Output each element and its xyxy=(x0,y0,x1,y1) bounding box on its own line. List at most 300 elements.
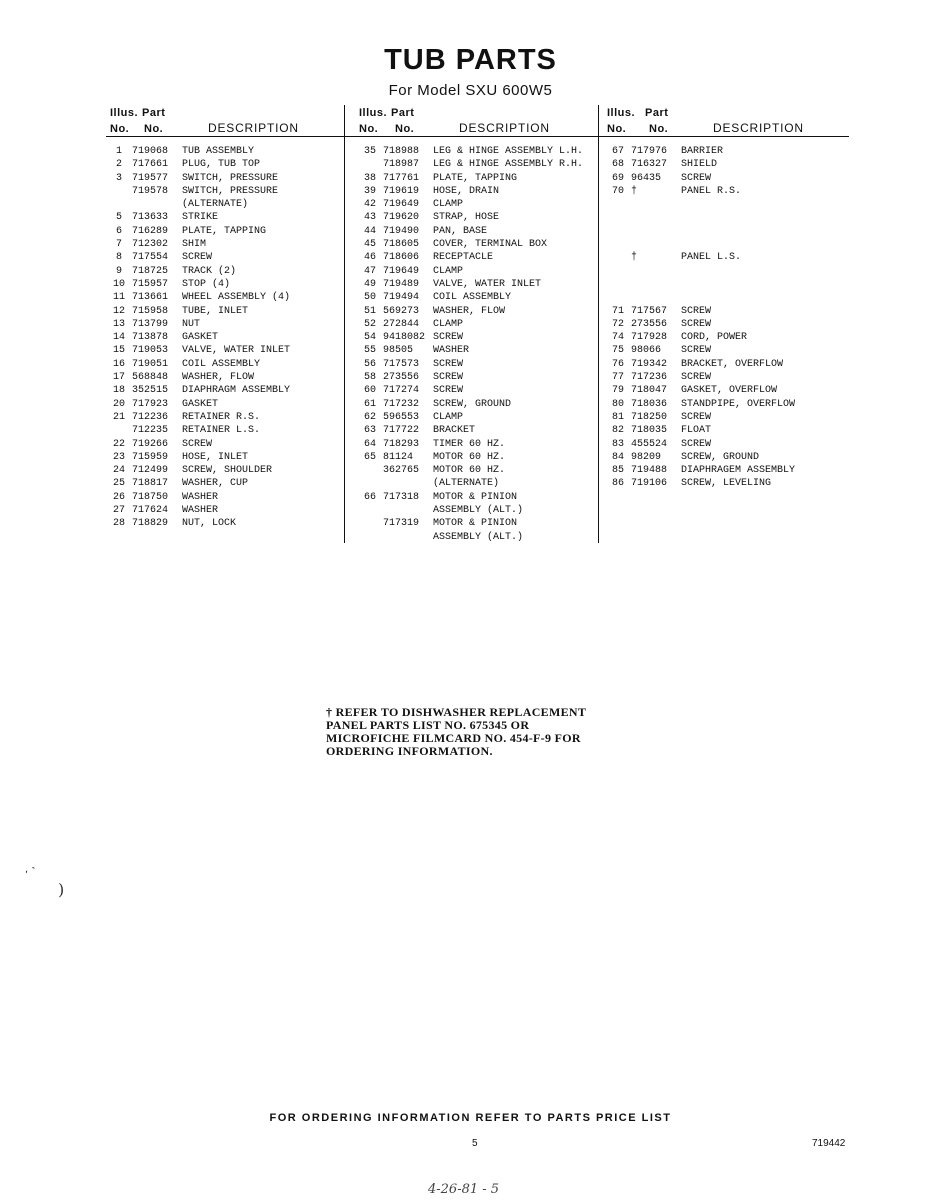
parts-row xyxy=(345,291,599,304)
illus-no: 60 xyxy=(363,385,376,397)
illus-no: 81 xyxy=(611,411,624,423)
parts-row xyxy=(106,384,346,397)
illus-no: 45 xyxy=(363,239,376,251)
part-no: 715959 xyxy=(132,451,169,463)
illus-no: 6 xyxy=(115,225,122,237)
illus-no: 55 xyxy=(363,345,376,357)
illus-no: 47 xyxy=(363,265,376,277)
parts-row xyxy=(345,491,599,504)
illus-no: 77 xyxy=(611,372,624,384)
illus-no: 56 xyxy=(363,358,376,370)
scan-mark: ) xyxy=(58,880,65,899)
parts-row xyxy=(599,331,849,344)
illus-no: 68 xyxy=(611,159,624,171)
illus-no: 10 xyxy=(112,278,125,290)
part-description: SCREW xyxy=(433,385,464,397)
part-description: MOTOR 60 HZ. xyxy=(433,451,506,463)
parts-row xyxy=(106,451,346,464)
part-description: STRAP, HOSE xyxy=(433,212,500,224)
illus-no: 15 xyxy=(112,345,125,357)
parts-row xyxy=(345,225,599,238)
part-no: 719053 xyxy=(132,345,169,357)
part-description: SCREW xyxy=(681,318,712,330)
illus-no: 52 xyxy=(363,318,376,330)
part-no: 455524 xyxy=(631,438,668,450)
part-description: SWITCH, PRESSURE xyxy=(182,172,279,184)
part-no: 717567 xyxy=(631,305,668,317)
part-no: 718988 xyxy=(383,146,420,157)
parts-row xyxy=(345,464,599,477)
part-no: 9418082 xyxy=(383,332,426,344)
part-description: SWITCH, PRESSURE xyxy=(182,185,279,197)
part-description: CLAMP xyxy=(433,265,464,277)
part-no: 717923 xyxy=(132,398,169,410)
part-description: PLATE, TAPPING xyxy=(433,172,518,184)
part-description: WASHER xyxy=(182,491,219,503)
parts-row xyxy=(106,145,346,158)
parts-row xyxy=(599,211,849,224)
part-description: MOTOR & PINION xyxy=(433,518,518,530)
part-no: 717554 xyxy=(132,252,169,264)
parts-row xyxy=(106,504,346,517)
illus-no: 18 xyxy=(112,385,125,397)
part-description: TIMER 60 HZ. xyxy=(433,438,506,450)
illus-no xyxy=(605,238,631,251)
part-no: 718606 xyxy=(383,252,420,264)
part-no xyxy=(631,211,681,224)
parts-row xyxy=(106,278,346,291)
part-no: 719490 xyxy=(383,225,420,237)
parts-row xyxy=(599,344,849,357)
parts-row xyxy=(345,477,599,490)
parts-row xyxy=(599,145,849,158)
illus-no: 11 xyxy=(112,292,125,304)
illus-no: 21 xyxy=(112,411,125,423)
parts-row xyxy=(345,251,599,264)
part-no xyxy=(631,291,681,304)
header-illus: Illus. xyxy=(607,107,636,119)
part-no: 717761 xyxy=(383,172,420,184)
part-description: COVER, TERMINAL BOX xyxy=(433,239,548,251)
part-no: 569273 xyxy=(383,305,420,317)
part-no: 719649 xyxy=(383,265,420,277)
part-description: PANEL R.S. xyxy=(681,185,742,197)
part-no: 716289 xyxy=(132,225,169,237)
part-description: WASHER, FLOW xyxy=(433,305,506,317)
part-no xyxy=(631,278,681,291)
part-no: 716327 xyxy=(631,159,668,171)
part-description: SCREW xyxy=(681,172,712,184)
part-description: SCREW xyxy=(433,372,464,384)
parts-row xyxy=(345,265,599,278)
illus-no: 44 xyxy=(363,225,376,237)
parts-row xyxy=(345,278,599,291)
parts-row xyxy=(345,238,599,251)
part-description: SCREW, SHOULDER xyxy=(182,465,273,477)
part-description: SCREW xyxy=(681,305,712,317)
parts-row xyxy=(106,198,346,211)
part-no: 81124 xyxy=(383,451,414,463)
part-no xyxy=(631,198,681,211)
parts-row xyxy=(106,185,346,198)
part-description: COIL ASSEMBLY xyxy=(433,292,512,304)
part-no: 718250 xyxy=(631,411,668,423)
parts-row xyxy=(106,318,346,331)
part-description: SCREW xyxy=(681,411,712,423)
part-description: CLAMP xyxy=(433,411,464,423)
illus-no: 27 xyxy=(112,505,125,517)
parts-row xyxy=(345,504,599,517)
illus-no xyxy=(106,198,132,211)
part-description xyxy=(681,211,849,224)
illus-no: 13 xyxy=(112,318,125,330)
parts-row xyxy=(599,318,849,331)
part-description: DIAPHRAGM ASSEMBLY xyxy=(182,385,291,397)
part-no: 98505 xyxy=(383,345,414,357)
part-description: WHEEL ASSEMBLY (4) xyxy=(182,292,291,304)
part-description xyxy=(681,265,849,278)
part-description: NUT xyxy=(182,318,201,330)
parts-row xyxy=(599,265,849,278)
illus-no: 16 xyxy=(112,358,125,370)
illus-no: 76 xyxy=(611,358,624,370)
part-no: 96435 xyxy=(631,172,662,184)
column-header xyxy=(106,105,346,137)
parts-row xyxy=(345,384,599,397)
parts-rows xyxy=(106,137,346,531)
part-description: FLOAT xyxy=(681,425,712,437)
part-description: RETAINER R.S. xyxy=(182,411,261,423)
illus-no: 3 xyxy=(115,172,122,184)
parts-row xyxy=(106,331,346,344)
part-description: SCREW, LEVELING xyxy=(681,478,772,490)
parts-row xyxy=(106,172,346,185)
illus-no xyxy=(605,291,631,304)
part-no: 719620 xyxy=(383,212,420,224)
part-no: 713878 xyxy=(132,332,169,344)
part-description: PAN, BASE xyxy=(433,225,488,237)
part-no: 718036 xyxy=(631,398,668,410)
part-no: 352515 xyxy=(132,385,169,397)
header-illus-no: No. xyxy=(607,123,627,135)
part-no: 717573 xyxy=(383,358,420,370)
column-header xyxy=(345,105,599,137)
illus-no xyxy=(605,211,631,224)
part-no: 719068 xyxy=(132,146,169,157)
illus-no: 24 xyxy=(112,465,125,477)
ordering-info: FOR ORDERING INFORMATION REFER TO PARTS PRICE LIST xyxy=(269,1112,672,1124)
part-no xyxy=(631,265,681,278)
part-no xyxy=(631,238,681,251)
parts-row xyxy=(106,251,346,264)
part-no: † xyxy=(631,252,638,264)
illus-no xyxy=(605,278,631,291)
part-no: 596553 xyxy=(383,411,420,423)
part-description: LEG & HINGE ASSEMBLY R.H. xyxy=(433,159,584,171)
parts-row xyxy=(345,438,599,451)
illus-no: 54 xyxy=(363,332,376,344)
part-no: 712499 xyxy=(132,465,169,477)
header-description: DESCRIPTION xyxy=(713,121,804,135)
part-no: 715957 xyxy=(132,278,169,290)
illus-no: 42 xyxy=(363,199,376,211)
part-no: 717624 xyxy=(132,505,169,517)
illus-no xyxy=(357,504,383,517)
illus-no: 46 xyxy=(363,252,376,264)
part-no: 719494 xyxy=(383,292,420,304)
parts-row xyxy=(106,238,346,251)
part-no: 713661 xyxy=(132,292,169,304)
model-subtitle: For Model SXU 600W5 xyxy=(388,82,553,99)
header-illus: Illus. xyxy=(359,107,388,119)
parts-row xyxy=(106,464,346,477)
part-description: COIL ASSEMBLY xyxy=(182,358,261,370)
parts-row xyxy=(345,331,599,344)
parts-row xyxy=(345,172,599,185)
column-header xyxy=(599,105,849,137)
part-no: 717722 xyxy=(383,425,420,437)
parts-row xyxy=(599,291,849,304)
part-description: TRACK (2) xyxy=(182,265,237,277)
part-description xyxy=(681,198,849,211)
part-description: PLUG, TUB TOP xyxy=(182,159,261,171)
parts-row xyxy=(599,451,849,464)
part-no xyxy=(383,477,433,490)
parts-row xyxy=(599,424,849,437)
part-no: 98066 xyxy=(631,345,662,357)
illus-no xyxy=(106,185,132,198)
header-description: DESCRIPTION xyxy=(208,121,299,135)
part-no: 719489 xyxy=(383,278,420,290)
illus-no: 51 xyxy=(363,305,376,317)
part-no: 712235 xyxy=(132,425,169,437)
part-description: STANDPIPE, OVERFLOW xyxy=(681,398,796,410)
part-description: VALVE, WATER INLET xyxy=(433,278,542,290)
part-description: PLATE, TAPPING xyxy=(182,225,267,237)
illus-no: 17 xyxy=(112,372,125,384)
parts-row xyxy=(106,291,346,304)
illus-no: 22 xyxy=(112,438,125,450)
part-description xyxy=(681,278,849,291)
parts-row xyxy=(599,411,849,424)
illus-no: 65 xyxy=(363,451,376,463)
illus-no xyxy=(605,225,631,238)
illus-no xyxy=(357,517,383,530)
part-no: 715958 xyxy=(132,305,169,317)
part-no: 717661 xyxy=(132,159,169,171)
part-description: STRIKE xyxy=(182,212,219,224)
parts-row xyxy=(106,398,346,411)
part-no: 273556 xyxy=(631,318,668,330)
header-part: Part xyxy=(645,107,669,119)
part-no: 719578 xyxy=(132,185,169,197)
parts-row xyxy=(345,371,599,384)
part-no: 719488 xyxy=(631,465,668,477)
part-no xyxy=(631,225,681,238)
part-description: BRACKET, OVERFLOW xyxy=(681,358,784,370)
part-description: LEG & HINGE ASSEMBLY L.H. xyxy=(433,146,584,157)
part-description: BARRIER xyxy=(681,146,724,157)
scan-mark: ˏ ˎ xyxy=(16,853,37,875)
illus-no: 79 xyxy=(611,385,624,397)
part-no: 712236 xyxy=(132,411,169,423)
parts-row xyxy=(599,398,849,411)
illus-no: 74 xyxy=(611,332,624,344)
part-description: (ALTERNATE) xyxy=(433,478,500,490)
illus-no: 66 xyxy=(363,491,376,503)
part-description xyxy=(681,225,849,238)
parts-row xyxy=(106,305,346,318)
part-description: SCREW xyxy=(681,438,712,450)
parts-row xyxy=(599,198,849,211)
illus-no: 82 xyxy=(611,425,624,437)
header-description: DESCRIPTION xyxy=(459,121,550,135)
header-part: Part xyxy=(142,107,166,119)
illus-no: 72 xyxy=(611,318,624,330)
parts-rows xyxy=(599,137,849,491)
part-no: 719106 xyxy=(631,478,668,490)
part-description: NUT, LOCK xyxy=(182,518,237,530)
part-description: RECEPTACLE xyxy=(433,252,494,264)
parts-row xyxy=(106,158,346,171)
part-description: CLAMP xyxy=(433,199,464,211)
header-part: Part xyxy=(391,107,415,119)
part-no: 273556 xyxy=(383,372,420,384)
part-no: 717318 xyxy=(383,491,420,503)
parts-row xyxy=(345,185,599,198)
header-part-no: No. xyxy=(395,123,415,135)
parts-row xyxy=(599,371,849,384)
parts-row xyxy=(345,424,599,437)
parts-row xyxy=(106,411,346,424)
handwritten-note: 4-26-81 - 5 xyxy=(428,1182,500,1197)
part-no xyxy=(132,198,182,211)
illus-no: 61 xyxy=(363,398,376,410)
parts-row xyxy=(599,384,849,397)
part-description: WASHER, FLOW xyxy=(182,372,255,384)
part-no: 718047 xyxy=(631,385,668,397)
parts-row xyxy=(106,371,346,384)
illus-no: 1 xyxy=(115,146,122,157)
part-description: STOP (4) xyxy=(182,278,231,290)
part-description: GASKET xyxy=(182,398,219,410)
part-no: 719619 xyxy=(383,185,420,197)
illus-no: 38 xyxy=(363,172,376,184)
illus-no: 14 xyxy=(112,332,125,344)
illus-no: 25 xyxy=(112,478,125,490)
part-no: 718035 xyxy=(631,425,668,437)
parts-row xyxy=(599,158,849,171)
part-description: PANEL L.S. xyxy=(681,252,742,264)
page-number: 5 xyxy=(472,1138,478,1149)
parts-row xyxy=(599,438,849,451)
part-description: MOTOR 60 HZ. xyxy=(433,465,506,477)
illus-no: 83 xyxy=(611,438,624,450)
part-no: 362765 xyxy=(383,465,420,477)
parts-row xyxy=(106,424,346,437)
part-description: SCREW xyxy=(681,345,712,357)
illus-no: 23 xyxy=(112,451,125,463)
part-description: VALVE, WATER INLET xyxy=(182,345,291,357)
illus-no xyxy=(106,424,132,437)
parts-row xyxy=(345,305,599,318)
parts-row xyxy=(599,477,849,490)
part-description: DIAPHRAGEM ASSEMBLY xyxy=(681,465,796,477)
part-no: 718829 xyxy=(132,518,169,530)
part-no: 568848 xyxy=(132,372,169,384)
parts-row xyxy=(599,305,849,318)
illus-no: 86 xyxy=(611,478,624,490)
part-description: TUBE, INLET xyxy=(182,305,249,317)
part-description xyxy=(681,291,849,304)
part-no: 712302 xyxy=(132,239,169,251)
header-illus: Illus. xyxy=(110,107,139,119)
parts-row xyxy=(599,464,849,477)
parts-row xyxy=(345,145,599,158)
header-illus-no: No. xyxy=(359,123,379,135)
part-description: RETAINER L.S. xyxy=(182,425,261,437)
part-description: SCREW, GROUND xyxy=(433,398,512,410)
part-description: SCREW xyxy=(433,332,464,344)
parts-row xyxy=(599,238,849,251)
parts-row xyxy=(345,358,599,371)
illus-no: 67 xyxy=(611,146,624,157)
parts-row xyxy=(345,158,599,171)
parts-row xyxy=(599,172,849,185)
footnote: † REFER TO DISHWASHER REPLACEMENT PANEL PARTS LIST NO. 675345 OR MICROFICHE FILMCARD NO. 454-F-9 FOR ORDERING INFORMATION. xyxy=(326,705,586,758)
illus-no xyxy=(357,158,383,171)
part-description: BRACKET xyxy=(433,425,476,437)
part-no: 718725 xyxy=(132,265,169,277)
part-description: WASHER xyxy=(433,345,470,357)
illus-no xyxy=(357,531,383,544)
illus-no: 71 xyxy=(611,305,624,317)
illus-no: 8 xyxy=(115,252,122,264)
part-no: 719051 xyxy=(132,358,169,370)
part-no: 719266 xyxy=(132,438,169,450)
part-description: SCREW xyxy=(182,252,213,264)
parts-row xyxy=(345,411,599,424)
part-description: HOSE, DRAIN xyxy=(433,185,500,197)
parts-row xyxy=(345,517,599,530)
part-no: 718750 xyxy=(132,491,169,503)
parts-row xyxy=(345,451,599,464)
part-no: † xyxy=(631,185,638,197)
part-no: 713799 xyxy=(132,318,169,330)
parts-column-1 xyxy=(106,105,346,531)
illus-no: 69 xyxy=(611,172,624,184)
part-description: SCREW, GROUND xyxy=(681,451,760,463)
part-description: SHIELD xyxy=(681,159,718,171)
page-title: TUB PARTS xyxy=(384,44,557,76)
illus-no: 43 xyxy=(363,212,376,224)
illus-no: 75 xyxy=(611,345,624,357)
part-description: CLAMP xyxy=(433,318,464,330)
part-description: SHIM xyxy=(182,239,207,251)
parts-row xyxy=(345,198,599,211)
part-description: SCREW xyxy=(182,438,213,450)
part-no: 718987 xyxy=(383,159,420,171)
part-description xyxy=(681,238,849,251)
illus-no xyxy=(357,464,383,477)
illus-no: 70 xyxy=(611,185,624,197)
part-no: 718605 xyxy=(383,239,420,251)
parts-row xyxy=(106,477,346,490)
part-no: 719649 xyxy=(383,199,420,211)
parts-row xyxy=(599,225,849,238)
part-description: (ALTERNATE) xyxy=(182,199,249,211)
illus-no: 28 xyxy=(112,518,125,530)
